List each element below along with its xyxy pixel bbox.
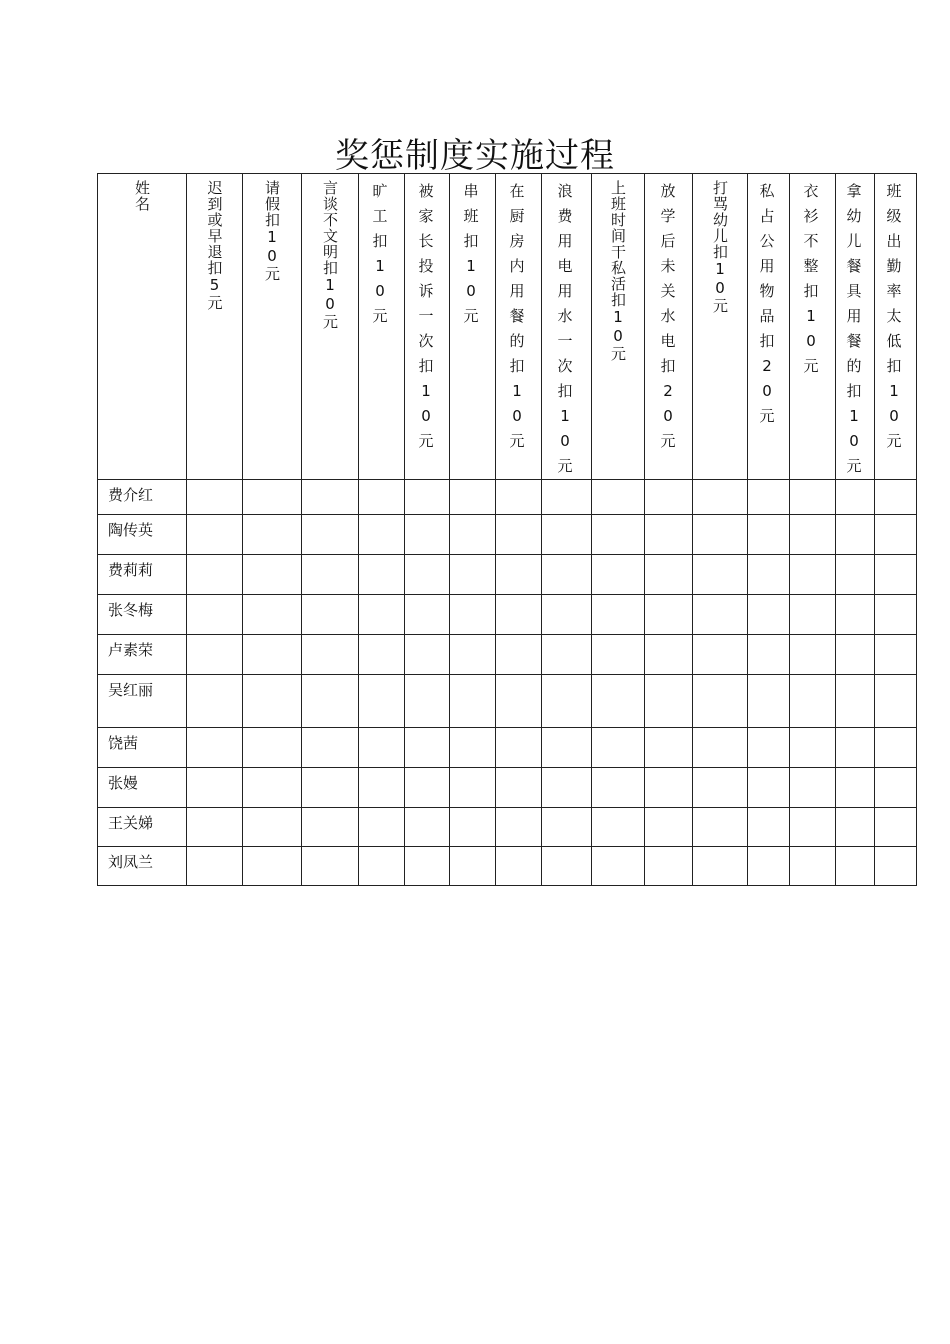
deduction-cell[interactable] (359, 675, 405, 728)
deduction-cell[interactable] (450, 728, 496, 768)
deduction-cell[interactable] (542, 515, 592, 555)
deduction-cell[interactable] (359, 768, 405, 808)
deduction-cell[interactable] (790, 847, 836, 886)
deduction-cell[interactable] (790, 555, 836, 595)
deduction-cell[interactable] (450, 635, 496, 675)
deduction-cell[interactable] (645, 768, 693, 808)
deduction-cell[interactable] (542, 847, 592, 886)
deduction-cell[interactable] (748, 480, 790, 515)
deduction-cell[interactable] (693, 675, 748, 728)
deduction-cell[interactable] (359, 480, 405, 515)
column-header: 旷工扣10元 (359, 174, 405, 480)
deduction-cell[interactable] (302, 480, 359, 515)
column-header: 言谈不文明扣10元 (302, 174, 359, 480)
deduction-cell[interactable] (450, 515, 496, 555)
deduction-cell[interactable] (592, 515, 645, 555)
deduction-cell[interactable] (187, 515, 243, 555)
deduction-cell[interactable] (645, 555, 693, 595)
deduction-cell[interactable] (645, 728, 693, 768)
deduction-cell[interactable] (542, 635, 592, 675)
deduction-cell[interactable] (592, 728, 645, 768)
deduction-cell[interactable] (748, 728, 790, 768)
deduction-cell[interactable] (645, 480, 693, 515)
employee-name: 张嫚 (98, 768, 187, 808)
deduction-cell[interactable] (243, 635, 302, 675)
deduction-cell[interactable] (790, 480, 836, 515)
deduction-cell[interactable] (693, 768, 748, 808)
table-row (98, 595, 917, 635)
deduction-cell[interactable] (592, 635, 645, 675)
employee-name: 刘凤兰 (98, 847, 187, 886)
deduction-cell[interactable] (302, 595, 359, 635)
deduction-cell[interactable] (450, 768, 496, 808)
deduction-cell[interactable] (243, 808, 302, 847)
deduction-cell[interactable] (748, 555, 790, 595)
deduction-cell[interactable] (875, 675, 917, 728)
column-header: 上班时间干私活扣10元 (592, 174, 645, 480)
employee-name: 费莉莉 (98, 555, 187, 595)
deduction-cell[interactable] (187, 480, 243, 515)
deduction-cell[interactable] (496, 675, 542, 728)
deduction-cell[interactable] (748, 635, 790, 675)
deduction-cell[interactable] (450, 555, 496, 595)
deduction-cell[interactable] (405, 480, 450, 515)
deduction-cell[interactable] (405, 635, 450, 675)
column-header: 拿幼儿餐具用餐的扣10元 (836, 174, 875, 480)
deduction-cell[interactable] (836, 728, 875, 768)
deduction-cell[interactable] (187, 808, 243, 847)
deduction-cell[interactable] (542, 768, 592, 808)
deduction-cell[interactable] (496, 768, 542, 808)
deduction-cell[interactable] (359, 847, 405, 886)
deduction-cell[interactable] (187, 728, 243, 768)
table-row (98, 515, 917, 555)
deduction-cell[interactable] (875, 555, 917, 595)
deduction-cell[interactable] (836, 847, 875, 886)
column-header: 串班扣10元 (450, 174, 496, 480)
deduction-cell[interactable] (790, 635, 836, 675)
column-header: 打骂幼儿扣10元 (693, 174, 748, 480)
deduction-cell[interactable] (243, 480, 302, 515)
penalty-table (97, 173, 917, 886)
deduction-cell[interactable] (243, 728, 302, 768)
deduction-cell[interactable] (875, 808, 917, 847)
deduction-cell[interactable] (243, 515, 302, 555)
deduction-cell[interactable] (542, 808, 592, 847)
deduction-cell[interactable] (875, 480, 917, 515)
table-row (98, 808, 917, 847)
deduction-cell[interactable] (542, 675, 592, 728)
deduction-cell[interactable] (748, 675, 790, 728)
deduction-cell[interactable] (693, 480, 748, 515)
deduction-cell[interactable] (243, 595, 302, 635)
header-row (98, 174, 917, 480)
deduction-cell[interactable] (405, 768, 450, 808)
deduction-cell[interactable] (187, 675, 243, 728)
deduction-cell[interactable] (748, 768, 790, 808)
deduction-cell[interactable] (592, 808, 645, 847)
deduction-cell[interactable] (592, 847, 645, 886)
deduction-cell[interactable] (359, 635, 405, 675)
deduction-cell[interactable] (592, 595, 645, 635)
deduction-cell[interactable] (405, 595, 450, 635)
deduction-cell[interactable] (875, 847, 917, 886)
deduction-cell[interactable] (645, 675, 693, 728)
deduction-cell[interactable] (187, 635, 243, 675)
column-header: 请假扣10元 (243, 174, 302, 480)
deduction-cell[interactable] (748, 847, 790, 886)
deduction-cell[interactable] (302, 847, 359, 886)
deduction-cell[interactable] (302, 728, 359, 768)
deduction-cell[interactable] (302, 808, 359, 847)
deduction-cell[interactable] (645, 635, 693, 675)
deduction-cell[interactable] (645, 847, 693, 886)
column-header-name: 姓名 (98, 174, 187, 480)
deduction-cell[interactable] (875, 635, 917, 675)
deduction-cell[interactable] (450, 808, 496, 847)
employee-name: 陶传英 (98, 515, 187, 555)
deduction-cell[interactable] (836, 515, 875, 555)
deduction-cell[interactable] (405, 808, 450, 847)
deduction-cell[interactable] (450, 480, 496, 515)
deduction-cell[interactable] (187, 595, 243, 635)
deduction-cell[interactable] (187, 768, 243, 808)
column-header: 在厨房内用餐的扣10元 (496, 174, 542, 480)
deduction-cell[interactable] (875, 515, 917, 555)
deduction-cell[interactable] (302, 555, 359, 595)
deduction-cell[interactable] (790, 808, 836, 847)
deduction-cell[interactable] (592, 555, 645, 595)
deduction-cell[interactable] (693, 728, 748, 768)
table-row (98, 675, 917, 728)
deduction-cell[interactable] (243, 768, 302, 808)
deduction-cell[interactable] (302, 675, 359, 728)
deduction-cell[interactable] (359, 808, 405, 847)
deduction-cell[interactable] (450, 595, 496, 635)
deduction-cell[interactable] (450, 847, 496, 886)
deduction-cell[interactable] (187, 555, 243, 595)
employee-name: 吴红丽 (98, 675, 187, 728)
deduction-cell[interactable] (187, 847, 243, 886)
deduction-cell[interactable] (405, 555, 450, 595)
deduction-cell[interactable] (836, 675, 875, 728)
deduction-cell[interactable] (405, 675, 450, 728)
deduction-cell[interactable] (592, 768, 645, 808)
deduction-cell[interactable] (496, 595, 542, 635)
deduction-cell[interactable] (693, 808, 748, 847)
column-header: 放学后未关水电扣20元 (645, 174, 693, 480)
employee-name: 张冬梅 (98, 595, 187, 635)
deduction-cell[interactable] (645, 515, 693, 555)
deduction-cell[interactable] (693, 555, 748, 595)
deduction-cell[interactable] (645, 808, 693, 847)
table-row (98, 635, 917, 675)
column-header: 迟到或早退扣5元 (187, 174, 243, 480)
deduction-cell[interactable] (405, 728, 450, 768)
deduction-cell[interactable] (790, 595, 836, 635)
deduction-cell[interactable] (496, 847, 542, 886)
deduction-cell[interactable] (693, 515, 748, 555)
table-row (98, 728, 917, 768)
deduction-cell[interactable] (542, 480, 592, 515)
deduction-cell[interactable] (542, 555, 592, 595)
deduction-cell[interactable] (836, 768, 875, 808)
employee-name: 费介红 (98, 480, 187, 515)
deduction-cell[interactable] (836, 635, 875, 675)
table-row (98, 847, 917, 886)
deduction-cell[interactable] (542, 595, 592, 635)
deduction-cell[interactable] (302, 768, 359, 808)
column-header: 私占公用物品扣20元 (748, 174, 790, 480)
deduction-cell[interactable] (243, 675, 302, 728)
deduction-cell[interactable] (790, 515, 836, 555)
deduction-cell[interactable] (836, 555, 875, 595)
table-row (98, 480, 917, 515)
deduction-cell[interactable] (693, 635, 748, 675)
deduction-cell[interactable] (496, 555, 542, 595)
deduction-cell[interactable] (748, 595, 790, 635)
deduction-cell[interactable] (496, 480, 542, 515)
deduction-cell[interactable] (302, 635, 359, 675)
deduction-cell[interactable] (450, 675, 496, 728)
table-row (98, 555, 917, 595)
deduction-cell[interactable] (836, 808, 875, 847)
deduction-cell[interactable] (875, 728, 917, 768)
column-header: 班级出勤率太低扣10元 (875, 174, 917, 480)
deduction-cell[interactable] (302, 515, 359, 555)
deduction-cell[interactable] (496, 808, 542, 847)
deduction-cell[interactable] (405, 847, 450, 886)
deduction-cell[interactable] (836, 480, 875, 515)
employee-name: 王关娣 (98, 808, 187, 847)
deduction-cell[interactable] (748, 515, 790, 555)
deduction-cell[interactable] (693, 847, 748, 886)
deduction-cell[interactable] (592, 480, 645, 515)
deduction-cell[interactable] (693, 595, 748, 635)
deduction-cell[interactable] (836, 595, 875, 635)
deduction-cell[interactable] (496, 728, 542, 768)
deduction-cell[interactable] (359, 728, 405, 768)
employee-name: 饶茜 (98, 728, 187, 768)
deduction-cell[interactable] (405, 515, 450, 555)
deduction-cell[interactable] (592, 675, 645, 728)
document-title: 奖惩制度实施过程 (335, 136, 615, 176)
deduction-cell[interactable] (790, 768, 836, 808)
deduction-cell[interactable] (359, 555, 405, 595)
deduction-cell[interactable] (748, 808, 790, 847)
deduction-cell[interactable] (790, 728, 836, 768)
deduction-cell[interactable] (359, 515, 405, 555)
column-header: 浪费用电用水一次扣10元 (542, 174, 592, 480)
deduction-cell[interactable] (496, 515, 542, 555)
deduction-cell[interactable] (359, 595, 405, 635)
column-header: 被家长投诉一次扣10元 (405, 174, 450, 480)
deduction-cell[interactable] (875, 595, 917, 635)
deduction-cell[interactable] (790, 675, 836, 728)
deduction-cell[interactable] (496, 635, 542, 675)
deduction-cell[interactable] (542, 728, 592, 768)
deduction-cell[interactable] (645, 595, 693, 635)
employee-name: 卢素荣 (98, 635, 187, 675)
column-header: 衣衫不整扣10元 (790, 174, 836, 480)
deduction-cell[interactable] (875, 768, 917, 808)
table-row (98, 768, 917, 808)
deduction-cell[interactable] (243, 847, 302, 886)
deduction-cell[interactable] (243, 555, 302, 595)
